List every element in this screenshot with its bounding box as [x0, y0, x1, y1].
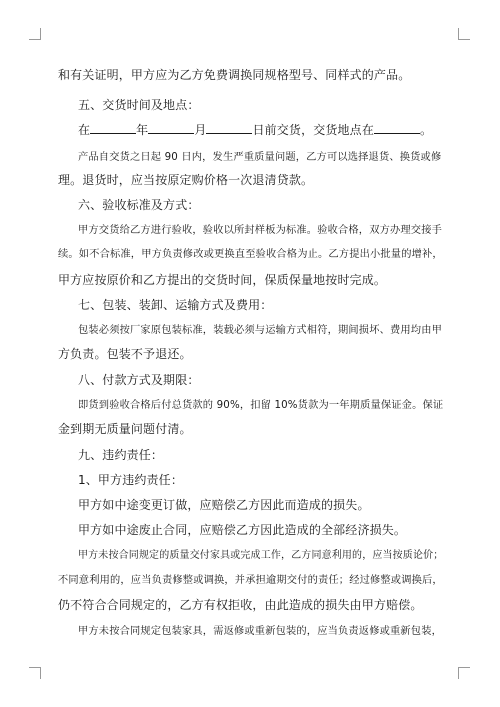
section-heading-breach: 九、违约责任：	[78, 448, 164, 462]
blank-month	[148, 122, 194, 134]
subsection-heading: 1、甲方违约责任：	[78, 473, 183, 487]
paragraph-line: 和有关证明，甲方应为乙方免费调换同规格型号、同样式的产品。	[58, 68, 411, 82]
paragraph-line: 甲方应按原价和乙方提出的交货时间，保质保量地按时完成。	[58, 273, 387, 287]
blank-year	[90, 122, 136, 134]
crop-mark-top-right	[458, 28, 470, 40]
fill-day-label: 日前交货，交货地点在	[252, 123, 374, 137]
blank-day	[206, 122, 252, 134]
paragraph-line: 甲方如中途废止合同，应赔偿乙方因此造成的全部经济损失。	[78, 523, 407, 537]
delivery-fill-line	[78, 122, 432, 138]
fill-month-label: 月	[194, 123, 207, 137]
paragraph-line: 理。退货时，应当按原定购价格一次退清贷款。	[58, 173, 314, 187]
paragraph-line: 仍不符合合同规定的，乙方有权拒收，由此造成的损失由甲方赔偿。	[58, 598, 423, 612]
fill-prefix: 在	[78, 123, 91, 137]
paragraph-line: 甲方如中途变更订做，应赔偿乙方因此而造成的损失。	[78, 498, 370, 512]
blank-location	[374, 122, 420, 134]
paragraph-line: 即货到验收合格后付总货款的 90%，扣留 10%货款为一年期质量保证金。保证	[78, 399, 444, 411]
fill-year-label: 年	[136, 123, 149, 137]
crop-mark-bottom-left	[29, 667, 41, 679]
paragraph-line: 甲方交货给乙方进行验收，验收以所封样板为标准。验收合格，双方办理交接手	[78, 224, 443, 236]
paragraph-line: 金到期无质量问题付清。	[58, 422, 192, 436]
section-heading-acceptance: 六、验收标准及方式：	[78, 198, 200, 212]
crop-mark-bottom-right	[458, 667, 470, 679]
paragraph-line: 甲方未按合同规定包装家具，需返修或重新包装的，应当负责返修或重新包装，	[78, 625, 443, 637]
paragraph-line: 续。如不合标准，甲方负责修改或更换直至验收合格为止。乙方提出小批量的增补，	[58, 248, 443, 260]
paragraph-line: 不同意利用的，应当负责修整或调换，并承担逾期交付的责任；经过修整或调换后，	[58, 574, 443, 586]
section-heading-packaging: 七、包装、装卸、运输方式及费用：	[78, 298, 273, 312]
section-heading-payment: 八、付款方式及期限：	[78, 373, 200, 387]
section-heading-delivery: 五、交货时间及地点：	[78, 98, 200, 112]
paragraph-line: 方负责。包装不予退还。	[58, 347, 192, 361]
crop-mark-top-left	[29, 28, 41, 40]
paragraph-line: 产品自交货之日起 90 日内，发生严重质量问题，乙方可以选择退货、换货或修	[78, 151, 442, 163]
paragraph-line: 甲方未按合同规定的质量交付家具或完成工作，乙方同意利用的，应当按质论价；	[78, 550, 444, 561]
fill-end: 。	[419, 123, 433, 137]
paragraph-line: 包装必须按厂家原包装标准，装载必须与运输方式相符，期间损坏、费用均由甲	[78, 324, 443, 336]
